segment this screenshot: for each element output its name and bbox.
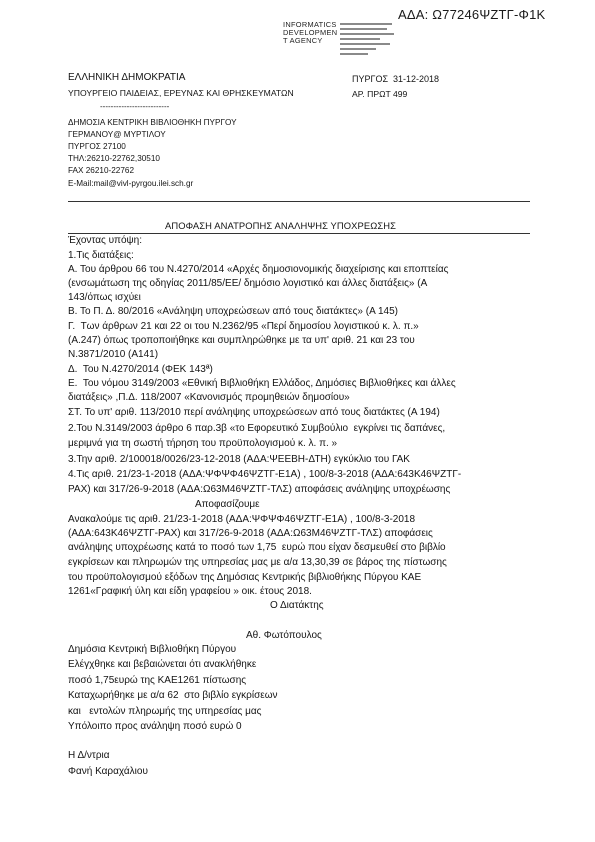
verification-line: Υπόλοιπο προς ανάληψη ποσό ευρώ 0 [68,721,242,732]
verification-line: ποσό 1,75ευρώ της ΚΑΕ1261 πίστωσης [68,675,247,686]
body-line: 1261«Γραφική ύλη και είδη γραφείου » οικ. έτους 2018. [68,586,312,597]
body-line: Β. Το Π. Δ. 80/2016 «Ανάληψη υποχρεώσεων από τους διατάκτες» (Α 145) [68,306,399,317]
body-line: (ενσωμάτωση της οδηγίας 2011/85/ΕΕ/ δημόσιο λογιστικό και άλλες διατάξεις» (Α [68,278,428,289]
body-line: Ν.3871/2010 (Α141) [68,349,159,360]
stamp-line: T AGENCY [283,36,323,45]
header-ministry: ΥΠΟΥΡΓΕΙΟ ΠΑΙΔΕΙΑΣ, ΕΡΕΥΝΑΣ ΚΑΙ ΘΡΗΣΚΕΥΜΑΤΩΝ [68,88,294,98]
body-line: ανάληψης υποχρέωσης κατά το ποσό των 1,75 ευρώ που είχαν δεσμευθεί στο βιβλίο [68,542,446,553]
verification-line: Δημόσια Κεντρική Βιβλιοθήκη Πύργου [68,644,237,655]
verification-line: Καταχωρήθηκε με α/α 62 στο βιβλίο εγκρίσεων [68,690,278,701]
protocol-number: ΑΡ. ΠΡΩΤ 499 [352,89,408,99]
place-date: ΠΥΡΓΟΣ 31-12-2018 [352,74,440,84]
body-line: Έχοντας υπόψη: [68,235,142,246]
decision-heading: Αποφασίζουμε [195,499,260,510]
signatory-role: Ο Διατάκτης [270,600,324,611]
body-line: Α. Του άρθρου 66 του Ν.4270/2014 «Αρχές δημοσιονομικής διαχείρισης και εποπτείας [68,264,449,275]
header-address: ΓΕΡΜΑΝΟΥ@ ΜΥΡΤΙΛΟΥ [68,130,166,139]
header-country: ΕΛΛΗΝΙΚΗ ΔΗΜΟΚΡΑΤΙΑ [68,72,186,83]
body-line: Ε. Του νόμου 3149/2003 «Εθνική Βιβλιοθήκη Ελλάδος, Δημόσιες Βιβλιοθήκες και άλλες [68,378,456,389]
header-library: ΔΗΜΟΣΙΑ ΚΕΝΤΡΙΚΗ ΒΙΒΛΙΟΘΗΚΗ ΠΥΡΓΟΥ [68,118,237,127]
header-divider [68,201,530,202]
body-line: 4.Τις αριθ. 21/23-1-2018 (ΑΔΑ:ΨΦΨΦ46ΨΖΤΓ-Ε1Α) , 100/8-3-2018 (ΑΔΑ:643Κ46ΨΖΤΓ- [68,469,462,480]
stamp-line: INFORMATICS [283,20,337,29]
body-line: μεριμνά για τη σωστή τήρηση του προϋπολογισμού κ. λ. π. » [68,438,338,449]
header-city: ΠΥΡΓΟΣ 27100 [68,142,126,151]
director-name: Φανή Καραχάλιου [68,766,148,777]
ada-code: ΑΔΑ: Ω77246ΨΖΤΓ-Φ1Κ [398,7,546,22]
body-line: διατάξεις» ,Π.Δ. 118/2007 «Κανονισμός προμηθειών δημοσίου» [68,392,350,403]
body-line: 2.Του Ν.3149/2003 άρθρο 6 παρ.3β «το Εφορευτικό Συμβούλιο εγκρίνει τις δαπάνες, [68,423,446,434]
verification-line: Ελέγχθηκε και βεβαιώνεται ότι ανακλήθηκε [68,659,257,670]
page-title: ΑΠΟΦΑΣΗ ΑΝΑΤΡΟΠΗΣ ΑΝΑΛΗΨΗΣ ΥΠΟΧΡΕΩΣΗΣ [165,220,396,231]
body-line: Γ. Των άρθρων 21 και 22 οι του Ν.2362/95 «Περί δημοσίου λογιστικού κ. λ. π.» [68,321,419,332]
body-line: ΡΑΧ) και 317/26-9-2018 (ΑΔΑ:Ω63Μ46ΨΖΤΓ-ΤΛΣ) αποφάσεις ανάληψης υποχρέωσης [68,484,451,495]
header-fax: FAX 26210-22762 [68,166,135,175]
title-divider [68,233,530,234]
body-line: 143/όπως ισχύει [68,292,141,303]
body-line: ΣΤ. Το υπ' αριθ. 113/2010 περί ανάληψης υποχρεώσεων από τους διατάκτες (Α 194) [68,407,440,418]
body-line: (Α.247) όπως τροποποιήθηκε και συμπληρώθηκε με τα υπ' αριθ. 21 και 23 του [68,335,415,346]
verification-line: και εντολών πληρωμής της υπηρεσίας μας [68,706,262,717]
header-phone: ΤΗΛ:26210-22762,30510 [68,154,160,163]
body-line: Ανακαλούμε τις αριθ. 21/23-1-2018 (ΑΔΑ:ΨΦΨΦ46ΨΖΤΓ-Ε1Α) , 100/8-3-2018 [68,514,416,525]
body-line: Δ. Του Ν.4270/2014 (ΦΕΚ 143ª) [68,364,213,375]
header-email: E-Mail:mail@vivl-pyrgou.ilei.sch.gr [68,179,194,188]
stamp-line: DEVELOPMEN [283,28,338,37]
director-role: Η Δ/ντρια [68,750,110,761]
body-line: (ΑΔΑ:643Κ46ΨΖΤΓ-ΡΑΧ) και 317/26-9-2018 (ΑΔΑ:Ω63Μ46ΨΖΤΓ-ΤΛΣ) αποφάσεις [68,528,433,539]
body-line: 1.Τις διατάξεις: [68,250,134,261]
body-line: εγκρίσεων και πληρωμών της υπηρεσίας μας με α/α 13,30,39 σε βάρος της πίστωσης [68,557,447,568]
header-separator: -------------------------- [100,102,170,111]
body-line: 3.Την αριθ. 2/100018/0026/23-12-2018 (ΑΔΑ:ΨΕΕΒΗ-ΔΤΗ) εγκύκλιο του ΓΑΚ [68,454,410,465]
body-line: του προϋπολογισμού εξόδων της Δημόσιας Κεντρικής βιβλιοθήκης Πύργου ΚΑΕ [68,572,422,583]
signatory-name: Αθ. Φωτόπουλος [246,630,322,641]
